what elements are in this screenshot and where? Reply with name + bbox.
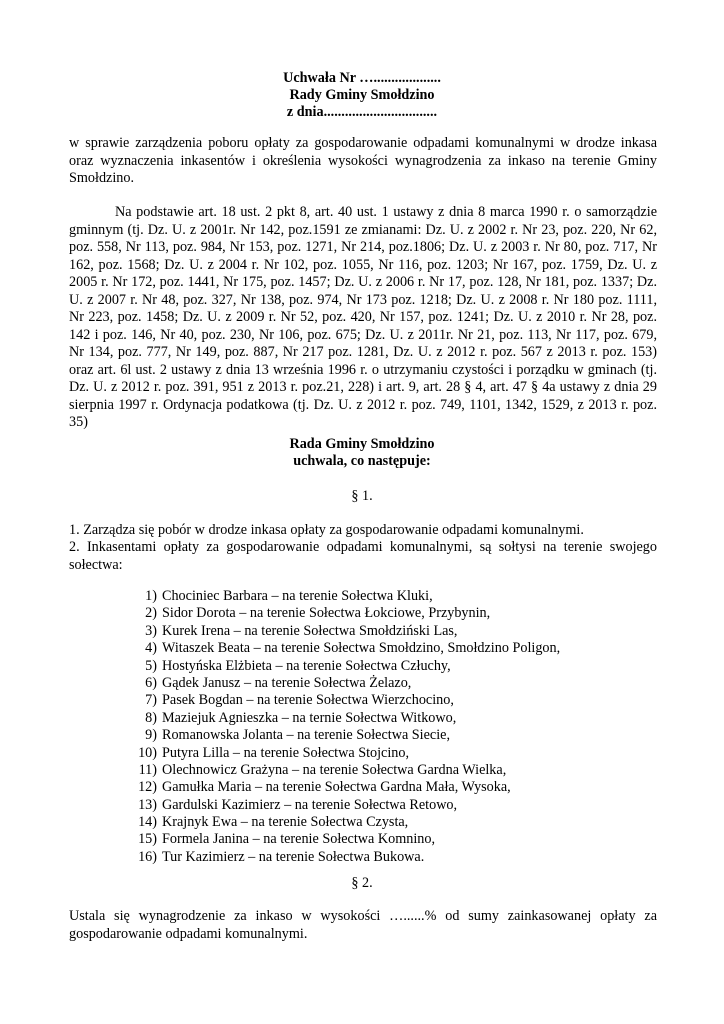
list-item-number: 16) <box>138 848 157 865</box>
list-item-text: Gardulski Kazimierz – na terenie Sołectwa Retowo, <box>162 796 458 813</box>
list-item <box>131 623 560 640</box>
list-item-number: 7) <box>145 692 157 709</box>
legal-basis-paragraph: Na podstawie art. 18 ust. 2 pkt 8, art. 40 ust. 1 ustawy z dnia 8 marca 1990 r. o samorządzie gminnym (tj. Dz. U. z 2001r. Nr 142, poz.1591 ze zmianami: Dz. U. z 2002 r. Nr 23, poz. 220, Nr 62, poz. 558, Nr 113, poz. 984, Nr 153, poz. 1271, Nr 214, poz.1806; Dz. U. z 2003 r. Nr 80, poz. 717, Nr 162, poz. 1568; Dz. U. z 2004 r. Nr 102, poz. 1055, Nr 116, poz. 1203; Nr 167, poz. 1759, Dz. U. z 2005 r. Nr 172, poz. 1441, Nr 175, poz. 1457; Dz. U. z 2006 r. Nr 17, poz. 128, Nr 181, poz. 1337; Dz. U. z 2007 r. Nr 48, poz. 327, Nr 138, poz. 974, Nr 173 poz. 1218; Dz. U. z 2008 r. Nr 180 poz. 1111, Nr 223, poz. 1458; Dz. U. z 2009 r. Nr 52, poz. 420, Nr 157, poz. 1241; Dz. U. z 2010 r. Nr 28, poz. 142 i poz. 146, Nr 40, poz. 230, Nr 106, poz. 675; Dz. U. z 2011r. Nr 21, poz. 113, Nr 117, poz. 679, Nr 134, poz. 777, Nr 149, poz. 887, Nr 217 poz. 1281, Dz. U. z 2012 r. poz. 567 z 2013 r. poz. 153) oraz art. 6l ust. 2 ustawy z dnia 13 września 1996 r. o utrzymaniu czystości i porządku w gminach (tj. Dz. U. z 2012 r. poz. 391, 951 z 2013 r. poz.21, 228) i art. 9, art. 28 § 4, art. 47 § 4a ustawy z dnia 29 sierpnia 1997 r. Ordynacja podatkowa (tj. Dz. U. z 2012 r. poz. 749, 1101, 1342, 1529, z 2013 r. poz. 35) <box>69 204 657 430</box>
list-item-number: 5) <box>145 657 157 674</box>
resolution-subject: w sprawie zarządzenia poboru opłaty za gospodarowanie odpadami komunalnymi w drodze inkasa oraz wyznaczenia inkasentów i określenia wysokości wynagrodzenia za inkaso na terenie Gminy Smołdzino. <box>69 135 657 186</box>
section-1-point-2: 2. Inkasentami opłaty za gospodarowanie odpadami komunalnymi, są sołtysi na terenie swojego sołectwa: <box>69 539 657 573</box>
section-2-text: Ustala się wynagrodzenie za inkaso w wysokości …......% od sumy zainkasowanej opłaty za gospodarowanie odpadami komunalnymi. <box>69 908 657 942</box>
list-item-number: 8) <box>145 709 157 726</box>
list-item-number: 4) <box>145 640 157 657</box>
section-1-symbol: § 1. <box>351 488 373 504</box>
list-item-text: Gądek Janusz – na terenie Sołectwa Żelazo, <box>162 674 412 691</box>
list-item-text: Pasek Bogdan – na terenie Sołectwa Wierzchocino, <box>162 692 454 709</box>
list-item <box>131 640 560 657</box>
list-item-text: Kurek Irena – na terenie Sołectwa Smołdziński Las, <box>162 622 458 639</box>
list-item-number: 12) <box>138 779 157 796</box>
list-item-text: Gamułka Maria – na terenie Sołectwa Gardna Mała, Wysoka, <box>162 779 511 796</box>
council-name: Rady Gminy Smołdzino <box>289 87 435 103</box>
list-item <box>131 710 560 727</box>
list-item-number: 3) <box>145 622 157 639</box>
list-item-number: 13) <box>138 796 157 813</box>
list-item-text: Romanowska Jolanta – na terenie Sołectwa Siecie, <box>162 727 450 744</box>
list-item-number: 14) <box>138 814 157 831</box>
list-item <box>131 831 560 848</box>
resolution-date: z dnia................................ <box>286 104 438 120</box>
council-heading: Rada Gminy Smołdzino <box>289 436 435 452</box>
section-1-point-1: 1. Zarządza się pobór w drodze inkasa opłaty za gospodarowanie odpadami komunalnymi. <box>69 522 584 538</box>
list-item <box>131 727 560 744</box>
list-item-text: Olechnowicz Grażyna – na terenie Sołectwa Gardna Wielka, <box>162 761 507 778</box>
list-item-text: Hostyńska Elżbieta – na terenie Sołectwa Człuchy, <box>162 657 451 674</box>
list-item-number: 15) <box>138 831 157 848</box>
list-item <box>131 588 560 605</box>
list-item-text: Witaszek Beata – na terenie Sołectwa Smołdzino, Smołdzino Poligon, <box>162 640 561 657</box>
list-item-text: Putyra Lilla – na terenie Sołectwa Stojcino, <box>162 744 410 761</box>
list-item <box>131 675 560 692</box>
list-item-text: Krajnyk Ewa – na terenie Sołectwa Czysta, <box>162 814 409 831</box>
list-item-number: 11) <box>138 761 157 778</box>
list-item-number: 9) <box>145 727 157 744</box>
list-item-number: 10) <box>138 744 157 761</box>
list-item <box>131 849 560 866</box>
collectors-list <box>131 588 560 866</box>
list-item-number: 1) <box>145 588 157 604</box>
list-item <box>131 692 560 709</box>
section-2-symbol: § 2. <box>351 875 373 891</box>
list-item-text: Tur Kazimierz – na terenie Sołectwa Bukowa. <box>162 848 425 865</box>
list-item <box>131 658 560 675</box>
list-item-text: Formela Janina – na terenie Sołectwa Komnino, <box>162 831 436 848</box>
list-item <box>131 605 560 622</box>
list-item-text: Chociniec Barbara – na terenie Sołectwa Kluki, <box>162 588 433 604</box>
list-item-text: Sidor Dorota – na terenie Sołectwa Łokciowe, Przybynin, <box>162 605 491 622</box>
list-item <box>131 762 560 779</box>
resolution-number: Uchwała Nr …................... <box>283 70 441 86</box>
list-item <box>131 814 560 831</box>
list-item-text: Maziejuk Agnieszka – na ternie Sołectwa Witkowo, <box>162 709 457 726</box>
list-item-number: 6) <box>145 674 157 691</box>
list-item <box>131 797 560 814</box>
list-item <box>131 779 560 796</box>
list-item <box>131 745 560 762</box>
resolves-heading: uchwala, co następuje: <box>293 453 431 469</box>
list-item-number: 2) <box>145 605 157 622</box>
